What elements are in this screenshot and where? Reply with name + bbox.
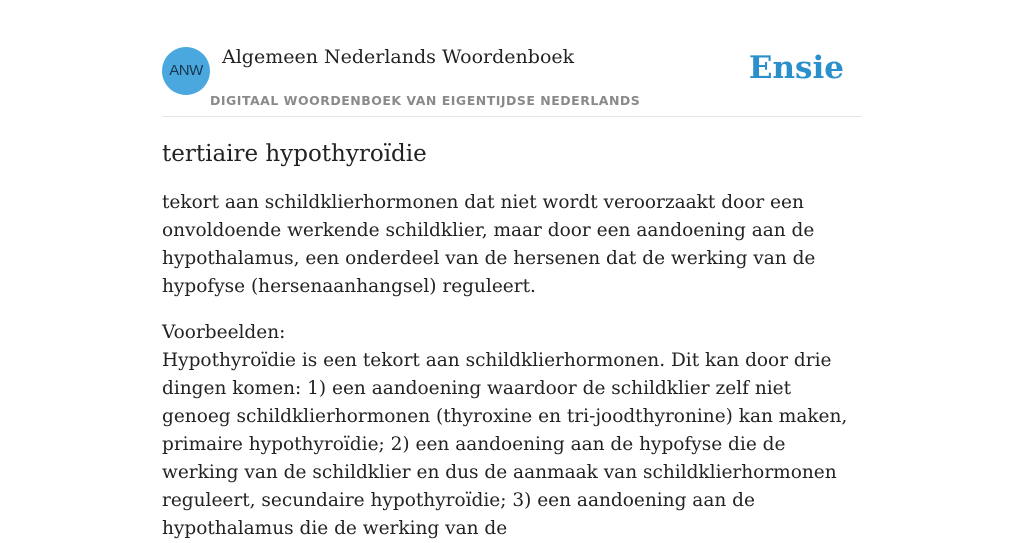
- entry-examples: [162, 319, 852, 543]
- example-text: Hypothyroïdie is een tekort aan schildklierhormonen. Dit kan door drie dingen komen: 1) een aandoening waardoor de schildklier zelf niet genoeg schildklierhormonen (thyroxine en tri-joodthyronine) kan maken, primaire hypothyroïdie; 2) een aandoening aan de hypofyse die de werking van de schildklier en dus de aanmaak van schildklierhormonen reguleert, secundaire hypothyroïdie; 3) een aandoening aan de hypothalamus die de werking van de: [162, 350, 848, 539]
- site-title[interactable]: Algemeen Nederlands Woordenboek: [222, 46, 575, 68]
- anw-logo[interactable]: ANW: [162, 47, 210, 95]
- entry-content: [162, 138, 852, 543]
- entry-definition: tekort aan schildklierhormonen dat niet wordt veroorzaakt door een onvoldoende werkende schildklier, maar door een aandoening aan de hypothalamus, een onderdeel van de hersenen dat de werking van de hypofyse (hersenaanhangsel) reguleert.: [162, 192, 816, 297]
- entry-title: tertiaire hypothyroïdie: [162, 141, 427, 167]
- ensie-brand-link[interactable]: Ensie: [748, 50, 844, 86]
- site-subtitle: DIGITAAL WOORDENBOEK VAN EIGENTIJDSE NEDERLANDS: [210, 93, 641, 108]
- site-header: [162, 0, 862, 117]
- examples-label: Voorbeelden:: [162, 322, 286, 343]
